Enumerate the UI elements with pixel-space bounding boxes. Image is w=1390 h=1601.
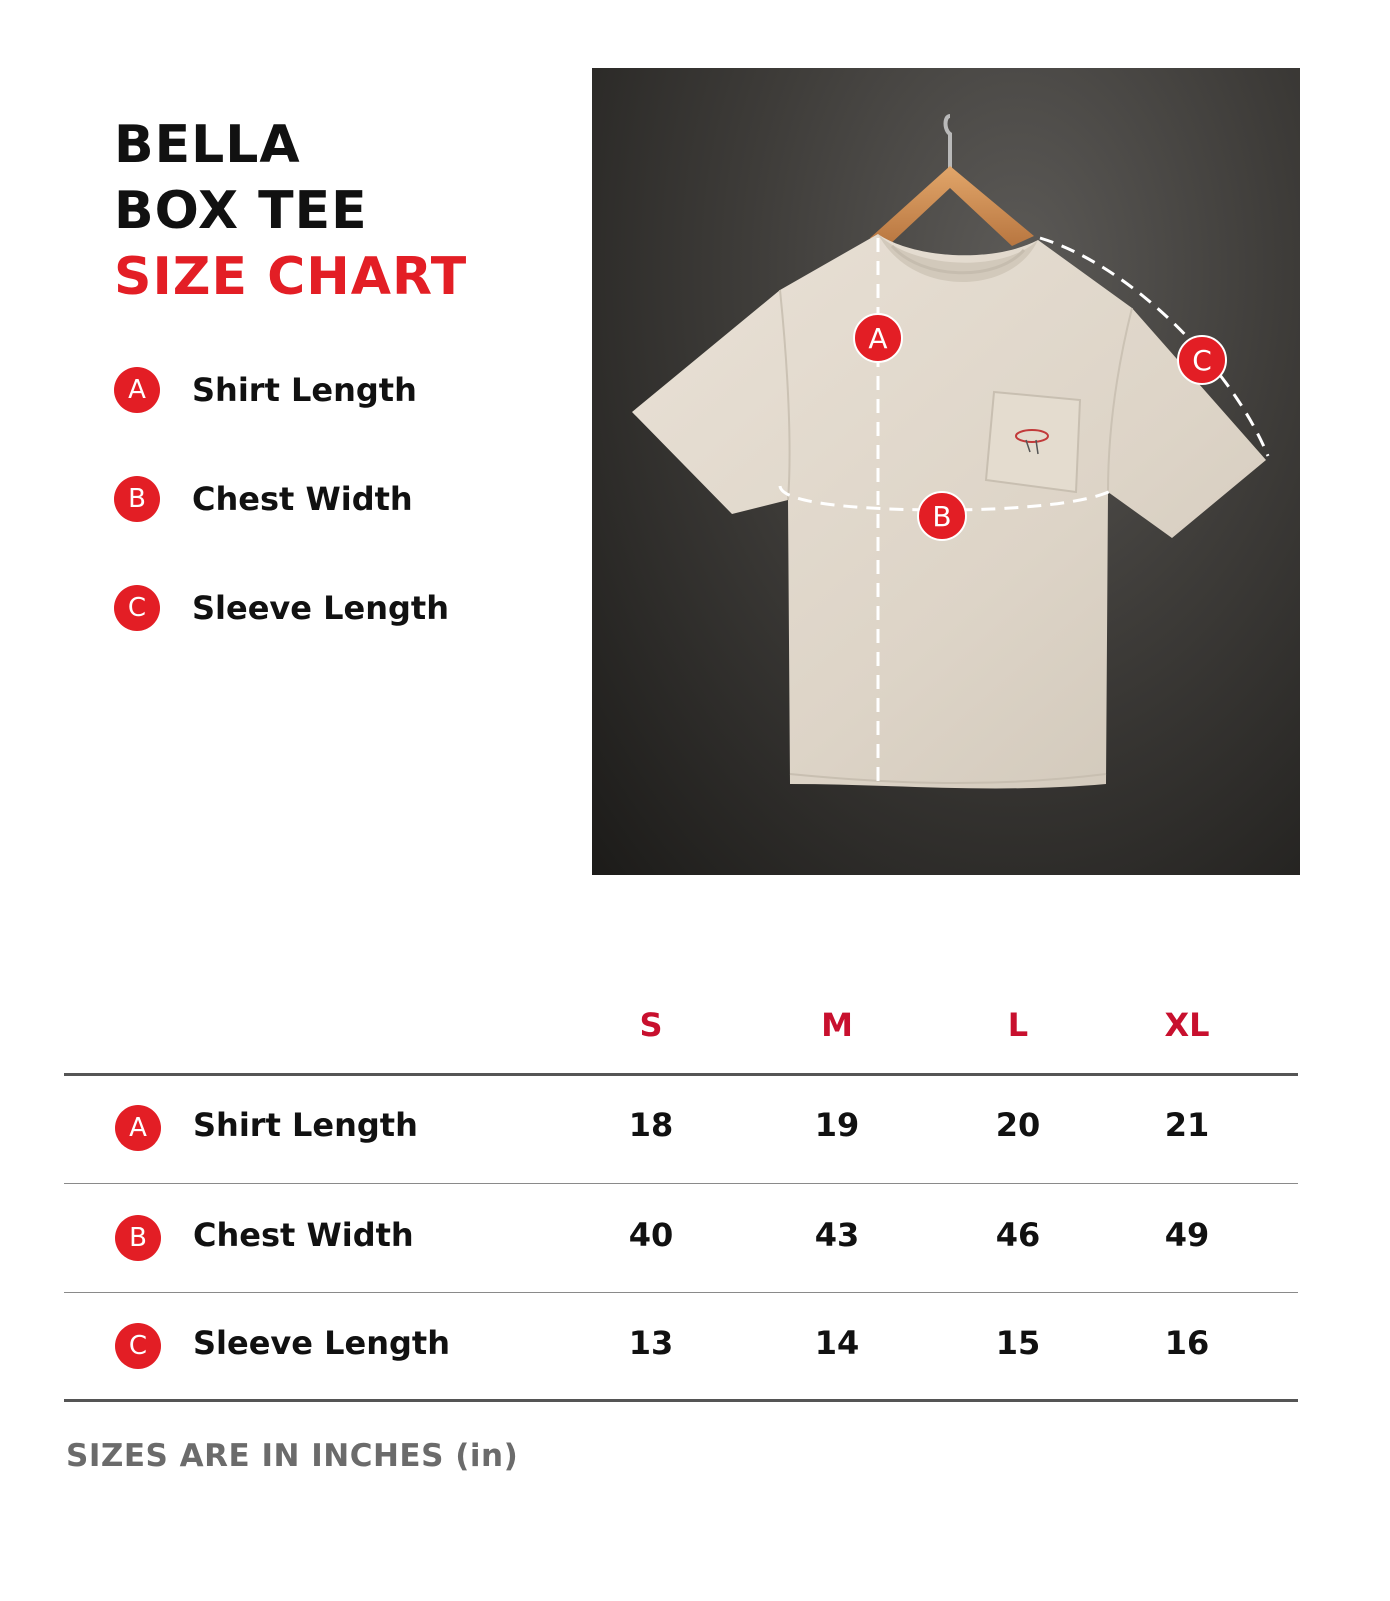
table-row-sleeve-length bbox=[64, 1316, 1298, 1376]
cell-xl: 49 bbox=[1164, 1216, 1210, 1254]
title-line-product: BELLA bbox=[114, 115, 301, 175]
row-label: Chest Width bbox=[193, 1216, 414, 1254]
legend-label: Sleeve Length bbox=[192, 589, 449, 627]
row-label: Shirt Length bbox=[193, 1106, 418, 1144]
badge-a-icon: A bbox=[115, 1105, 161, 1151]
size-header-s: S bbox=[639, 1006, 663, 1044]
marker-c-icon bbox=[1178, 336, 1226, 384]
table-row-shirt-length bbox=[64, 1098, 1298, 1158]
legend-label: Chest Width bbox=[192, 480, 413, 518]
units-note: SIZES ARE IN INCHES (in) bbox=[66, 1438, 519, 1474]
cell-s: 18 bbox=[628, 1106, 674, 1144]
legend-item-chest-width bbox=[114, 475, 413, 523]
badge-b-icon: B bbox=[115, 1215, 161, 1261]
cell-l: 15 bbox=[995, 1324, 1041, 1362]
table-rule bbox=[64, 1292, 1298, 1293]
hanger-wood bbox=[870, 166, 1034, 246]
cell-s: 13 bbox=[628, 1324, 674, 1362]
row-label: Sleeve Length bbox=[193, 1324, 450, 1362]
legend-label: Shirt Length bbox=[192, 371, 417, 409]
cell-m: 19 bbox=[814, 1106, 860, 1144]
legend-item-shirt-length bbox=[114, 366, 417, 414]
marker-a-icon bbox=[854, 314, 902, 362]
badge-c-icon: C bbox=[114, 585, 160, 631]
cell-s: 40 bbox=[628, 1216, 674, 1254]
svg-text:C: C bbox=[1192, 344, 1212, 377]
size-header-xl: XL bbox=[1164, 1006, 1210, 1044]
table-rule-top bbox=[64, 1073, 1298, 1076]
svg-text:B: B bbox=[932, 500, 952, 533]
legend-item-sleeve-length bbox=[114, 584, 449, 632]
marker-b-icon bbox=[918, 492, 966, 540]
size-table bbox=[64, 990, 1298, 1510]
svg-text:A: A bbox=[868, 322, 888, 355]
measurement-legend bbox=[114, 0, 554, 700]
size-header-m: M bbox=[821, 1006, 853, 1044]
cell-m: 14 bbox=[814, 1324, 860, 1362]
cell-m: 43 bbox=[814, 1216, 860, 1254]
table-rule-bottom bbox=[64, 1399, 1298, 1402]
table-row-chest-width bbox=[64, 1208, 1298, 1268]
badge-c-icon: C bbox=[115, 1323, 161, 1369]
hanger-hook bbox=[946, 116, 951, 168]
cell-xl: 21 bbox=[1164, 1106, 1210, 1144]
tshirt-photo bbox=[592, 68, 1300, 875]
size-header-l: L bbox=[1007, 1006, 1029, 1044]
title-line-style: BOX TEE bbox=[114, 181, 368, 241]
badge-a-icon: A bbox=[114, 367, 160, 413]
table-rule bbox=[64, 1183, 1298, 1184]
cell-l: 46 bbox=[995, 1216, 1041, 1254]
cell-l: 20 bbox=[995, 1106, 1041, 1144]
badge-b-icon: B bbox=[114, 476, 160, 522]
tshirt-illustration bbox=[592, 68, 1300, 875]
cell-xl: 16 bbox=[1164, 1324, 1210, 1362]
title-line-size-chart: SIZE CHART bbox=[114, 247, 468, 307]
